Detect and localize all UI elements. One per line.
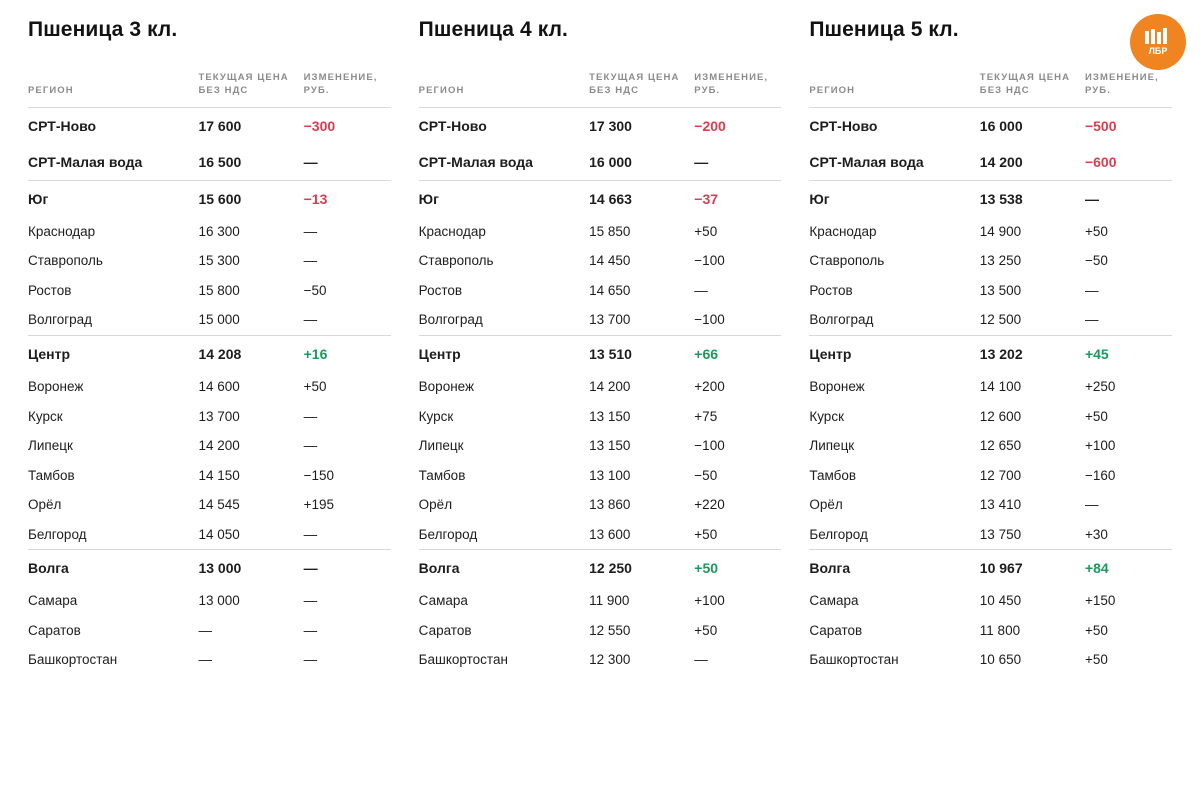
table-row bbox=[419, 520, 782, 550]
cell-change: — bbox=[303, 438, 318, 454]
column-wheat-4 bbox=[405, 18, 796, 786]
cell-change: −200 bbox=[694, 117, 726, 134]
table-row bbox=[809, 461, 1172, 491]
cell-change: +50 bbox=[303, 379, 327, 395]
cell-price: 13 100 bbox=[589, 467, 631, 483]
cell-change: — bbox=[303, 593, 318, 609]
cell-region: Саратов bbox=[418, 622, 472, 638]
table-row bbox=[419, 645, 782, 675]
cell-region: Самара bbox=[418, 593, 468, 609]
cell-price: 14 600 bbox=[198, 379, 240, 395]
cell-price: 13 410 bbox=[979, 497, 1022, 513]
cell-region: Ставрополь bbox=[809, 253, 885, 269]
cell-region: Белгород bbox=[28, 520, 198, 550]
cell-region: СРТ-Ново bbox=[418, 117, 487, 134]
header-price: ТЕКУЩАЯ ЦЕНА БЕЗ НДС bbox=[198, 72, 303, 107]
cell-change: −100 bbox=[694, 305, 781, 335]
cell-price: 14 900 bbox=[979, 223, 1022, 239]
cell-region: Ставрополь bbox=[418, 253, 494, 269]
table-row bbox=[419, 431, 782, 461]
cell-region: Курск bbox=[418, 408, 454, 424]
cell-change: −50 bbox=[694, 467, 718, 483]
cell-price: 12 250 bbox=[589, 560, 632, 577]
table-row bbox=[419, 550, 782, 587]
table-row bbox=[28, 461, 391, 491]
cell-price: 15 600 bbox=[198, 190, 242, 207]
cell-region: Центр bbox=[809, 345, 852, 362]
cell-region: Саратов bbox=[28, 622, 81, 638]
table-row bbox=[28, 490, 391, 520]
cell-region: Волга bbox=[809, 560, 851, 577]
cell-region: Воронеж bbox=[809, 379, 865, 395]
column-title: Пшеница 4 кл. bbox=[418, 18, 568, 41]
cell-region: Самара bbox=[809, 593, 859, 609]
table-row bbox=[419, 372, 782, 402]
table-row bbox=[809, 276, 1172, 306]
cell-price: 13 538 bbox=[979, 190, 1023, 207]
cell-price: 13 700 bbox=[589, 305, 694, 335]
cell-price: 11 900 bbox=[589, 593, 630, 609]
cell-change: — bbox=[303, 408, 318, 424]
table-row bbox=[28, 586, 391, 616]
cell-change: — bbox=[304, 305, 391, 335]
table-row bbox=[419, 586, 782, 616]
cell-price: 14 200 bbox=[980, 144, 1085, 181]
header-region: РЕГИОН bbox=[28, 72, 198, 107]
cell-region: Липецк bbox=[418, 438, 464, 454]
cell-region: Ростов bbox=[418, 282, 463, 298]
table-row bbox=[809, 144, 1172, 181]
cell-region: Волга bbox=[28, 560, 69, 577]
cell-region: Тамбов bbox=[28, 467, 75, 483]
cell-region: Волга bbox=[418, 560, 460, 577]
cell-region: Волгоград bbox=[809, 305, 979, 335]
cell-change: +50 bbox=[1084, 652, 1108, 668]
cell-change: −50 bbox=[1084, 253, 1108, 269]
table-row bbox=[809, 645, 1172, 675]
table-row bbox=[28, 276, 391, 306]
cell-change: — bbox=[303, 652, 318, 668]
table-row bbox=[28, 335, 391, 372]
cell-change: +16 bbox=[303, 345, 328, 362]
cell-change: — bbox=[303, 253, 318, 269]
cell-change: +50 bbox=[1084, 622, 1108, 638]
table-row bbox=[28, 616, 391, 646]
header-change: ИЗМЕНЕНИЕ, РУБ. bbox=[1085, 72, 1172, 107]
cell-change: — bbox=[303, 560, 318, 577]
cell-region: Краснодар bbox=[809, 223, 877, 239]
table-row bbox=[419, 276, 782, 306]
cell-price: 11 800 bbox=[979, 622, 1021, 638]
cell-region: Воронеж bbox=[28, 379, 84, 395]
header-price: ТЕКУЩАЯ ЦЕНА БЕЗ НДС bbox=[980, 72, 1085, 107]
cell-price: 15 000 bbox=[198, 305, 303, 335]
cell-price: 13 000 bbox=[198, 560, 242, 577]
table-row bbox=[28, 431, 391, 461]
cell-change: +195 bbox=[303, 497, 335, 513]
table-header-row bbox=[809, 72, 1172, 107]
header-change: ИЗМЕНЕНИЕ, РУБ. bbox=[694, 72, 781, 107]
cell-change: — bbox=[1085, 305, 1172, 335]
cell-change: −160 bbox=[1084, 467, 1116, 483]
cell-price: 13 700 bbox=[198, 408, 240, 424]
cell-region: Белгород bbox=[809, 520, 979, 550]
table-row bbox=[419, 144, 782, 181]
cell-change: −500 bbox=[1084, 117, 1117, 134]
cell-price: 14 050 bbox=[198, 520, 303, 550]
cell-price: 10 450 bbox=[979, 593, 1022, 609]
cell-change: — bbox=[1084, 190, 1099, 207]
cell-region: Саратов bbox=[809, 622, 863, 638]
table-row bbox=[419, 616, 782, 646]
cell-change: — bbox=[304, 520, 391, 550]
cell-change: −100 bbox=[694, 253, 725, 269]
cell-price: 14 100 bbox=[979, 379, 1022, 395]
cell-region: Краснодар bbox=[418, 223, 486, 239]
cell-price: — bbox=[198, 622, 212, 638]
cell-region: Юг bbox=[28, 190, 49, 207]
cell-region: Орёл bbox=[28, 497, 62, 513]
cell-price: 17 300 bbox=[589, 117, 632, 134]
table-row bbox=[809, 335, 1172, 372]
svg-text:ЛБР: ЛБР bbox=[1148, 46, 1168, 56]
table-row bbox=[809, 180, 1172, 217]
cell-price: 13 500 bbox=[979, 282, 1022, 298]
table-row bbox=[28, 550, 391, 587]
cell-price: 15 850 bbox=[589, 223, 631, 239]
cell-price: 17 600 bbox=[198, 117, 242, 134]
cell-change: +200 bbox=[694, 379, 725, 395]
cell-price: 10 650 bbox=[979, 652, 1022, 668]
cell-price: 13 600 bbox=[589, 520, 694, 550]
column-title: Пшеница 5 кл. bbox=[809, 18, 959, 41]
cell-price: 14 450 bbox=[589, 253, 631, 269]
cell-region: СРТ-Малая вода bbox=[809, 144, 979, 181]
cell-region: Краснодар bbox=[28, 223, 96, 239]
table-row bbox=[419, 335, 782, 372]
cell-change: +250 bbox=[1084, 379, 1116, 395]
table-row bbox=[809, 431, 1172, 461]
cell-change: — bbox=[303, 622, 318, 638]
table-header-row bbox=[419, 72, 782, 107]
table-row bbox=[419, 461, 782, 491]
cell-region: Орёл bbox=[809, 497, 843, 513]
table-row bbox=[28, 180, 391, 217]
cell-price: 12 550 bbox=[589, 622, 631, 638]
cell-price: 13 250 bbox=[979, 253, 1022, 269]
cell-change: — bbox=[1084, 282, 1099, 298]
cell-price: 16 300 bbox=[198, 223, 240, 239]
cell-region: Курск bbox=[809, 408, 844, 424]
table-row bbox=[809, 305, 1172, 335]
cell-price: 14 150 bbox=[198, 467, 240, 483]
cell-change: — bbox=[303, 223, 318, 239]
column-wheat-3 bbox=[14, 18, 405, 786]
price-table bbox=[28, 72, 391, 675]
cell-price: 14 200 bbox=[198, 438, 240, 454]
table-row bbox=[28, 372, 391, 402]
table-row bbox=[809, 372, 1172, 402]
cell-region: СРТ-Малая вода bbox=[28, 144, 198, 181]
cell-price: 13 860 bbox=[589, 497, 631, 513]
table-row bbox=[809, 490, 1172, 520]
cell-price: 14 200 bbox=[589, 379, 631, 395]
table-row bbox=[28, 645, 391, 675]
table-row bbox=[419, 217, 782, 247]
cell-region: Башкортостан bbox=[28, 652, 118, 668]
cell-price: 16 500 bbox=[198, 144, 303, 181]
cell-change: +150 bbox=[1084, 593, 1116, 609]
table-row bbox=[28, 144, 391, 181]
cell-region: Башкортостан bbox=[809, 652, 899, 668]
cell-change: +50 bbox=[694, 622, 718, 638]
cell-change: −13 bbox=[303, 190, 328, 207]
cell-change: +50 bbox=[694, 520, 781, 550]
cell-change: +75 bbox=[694, 408, 718, 424]
price-table bbox=[419, 72, 782, 675]
table-row bbox=[809, 107, 1172, 144]
cell-region: СРТ-Ново bbox=[809, 117, 878, 134]
cell-price: 15 300 bbox=[198, 253, 240, 269]
cell-region: Волгоград bbox=[419, 305, 589, 335]
header-region: РЕГИОН bbox=[419, 72, 589, 107]
cell-region: СРТ-Малая вода bbox=[419, 144, 589, 181]
cell-price: 14 208 bbox=[198, 345, 242, 362]
cell-price: 14 663 bbox=[589, 190, 632, 207]
table-row bbox=[809, 550, 1172, 587]
cell-change: −150 bbox=[303, 467, 335, 483]
cell-change: −50 bbox=[303, 282, 327, 298]
table-body-0 bbox=[28, 107, 391, 675]
table-body-1 bbox=[419, 107, 782, 675]
cell-price: 15 800 bbox=[198, 282, 240, 298]
table-row bbox=[809, 402, 1172, 432]
table-body-2 bbox=[809, 107, 1172, 675]
header-change: ИЗМЕНЕНИЕ, РУБ. bbox=[304, 72, 391, 107]
cell-change: +100 bbox=[1084, 438, 1116, 454]
cell-price: 13 150 bbox=[589, 438, 631, 454]
header-region: РЕГИОН bbox=[809, 72, 979, 107]
brand-logo bbox=[1130, 14, 1186, 70]
cell-price: 14 545 bbox=[198, 497, 240, 513]
cell-change: +50 bbox=[1084, 408, 1108, 424]
cell-change: −37 bbox=[694, 190, 719, 207]
cell-price: 13 150 bbox=[589, 408, 631, 424]
table-row bbox=[419, 246, 782, 276]
cell-change: −300 bbox=[303, 117, 336, 134]
table-row bbox=[809, 586, 1172, 616]
table-row bbox=[419, 490, 782, 520]
cell-region: Тамбов bbox=[809, 467, 857, 483]
cell-price: 13 510 bbox=[589, 345, 632, 362]
price-table bbox=[809, 72, 1172, 675]
table-row bbox=[28, 305, 391, 335]
table-row bbox=[809, 616, 1172, 646]
cell-change: +45 bbox=[1084, 345, 1109, 362]
cell-region: Ростов bbox=[809, 282, 853, 298]
cell-price: 14 650 bbox=[589, 282, 631, 298]
cell-change: — bbox=[694, 652, 708, 668]
cell-change: −600 bbox=[1085, 144, 1172, 181]
cell-region: Юг bbox=[418, 190, 439, 207]
table-row bbox=[809, 520, 1172, 550]
cell-change: — bbox=[1084, 497, 1099, 513]
cell-price: 12 650 bbox=[979, 438, 1022, 454]
cell-region: Тамбов bbox=[418, 467, 466, 483]
cell-change: −100 bbox=[694, 438, 725, 454]
table-row bbox=[419, 305, 782, 335]
cell-price: 10 967 bbox=[979, 560, 1023, 577]
cell-price: 12 700 bbox=[979, 467, 1022, 483]
table-row bbox=[28, 520, 391, 550]
header-price: ТЕКУЩАЯ ЦЕНА БЕЗ НДС bbox=[589, 72, 694, 107]
table-row bbox=[419, 107, 782, 144]
cell-region: Самара bbox=[28, 593, 78, 609]
table-row bbox=[419, 180, 782, 217]
cell-change: +100 bbox=[694, 593, 725, 609]
cell-change: — bbox=[694, 144, 781, 181]
cell-region: Волгоград bbox=[28, 305, 198, 335]
cell-change: +50 bbox=[694, 223, 718, 239]
cell-price: 12 600 bbox=[979, 408, 1022, 424]
cell-change: +66 bbox=[694, 345, 719, 362]
column-title: Пшеница 3 кл. bbox=[28, 18, 178, 41]
table-row bbox=[28, 217, 391, 247]
cell-price: 16 000 bbox=[979, 117, 1023, 134]
cell-change: +50 bbox=[1084, 223, 1108, 239]
cell-change: +84 bbox=[1084, 560, 1109, 577]
table-row bbox=[28, 246, 391, 276]
cell-region: Липецк bbox=[28, 438, 73, 454]
cell-price: 13 202 bbox=[979, 345, 1023, 362]
cell-region: Ростов bbox=[28, 282, 72, 298]
table-header-row bbox=[28, 72, 391, 107]
cell-region: Башкортостан bbox=[418, 652, 508, 668]
cell-region: Центр bbox=[418, 345, 461, 362]
cell-change: — bbox=[694, 282, 708, 298]
cell-region: Центр bbox=[28, 345, 71, 362]
cell-price: 12 500 bbox=[980, 305, 1085, 335]
cell-price: 13 750 bbox=[980, 520, 1085, 550]
table-row bbox=[419, 402, 782, 432]
cell-change: +30 bbox=[1085, 520, 1172, 550]
cell-region: Орёл bbox=[418, 497, 453, 513]
cell-region: Белгород bbox=[419, 520, 589, 550]
cell-region: СРТ-Ново bbox=[28, 117, 97, 134]
table-row bbox=[28, 107, 391, 144]
table-row bbox=[809, 217, 1172, 247]
table-row bbox=[809, 246, 1172, 276]
cell-price: 13 000 bbox=[198, 593, 240, 609]
cell-change: — bbox=[304, 144, 391, 181]
cell-price: — bbox=[198, 652, 212, 668]
cell-price: 16 000 bbox=[589, 144, 694, 181]
cell-region: Ставрополь bbox=[28, 253, 103, 269]
cell-change: +50 bbox=[694, 560, 719, 577]
cell-change: +220 bbox=[694, 497, 725, 513]
table-row bbox=[28, 402, 391, 432]
column-wheat-5 bbox=[795, 18, 1186, 786]
cell-price: 12 300 bbox=[589, 652, 631, 668]
cell-region: Курск bbox=[28, 408, 63, 424]
cell-region: Юг bbox=[809, 190, 830, 207]
cell-region: Воронеж bbox=[418, 379, 475, 395]
cell-region: Липецк bbox=[809, 438, 855, 454]
